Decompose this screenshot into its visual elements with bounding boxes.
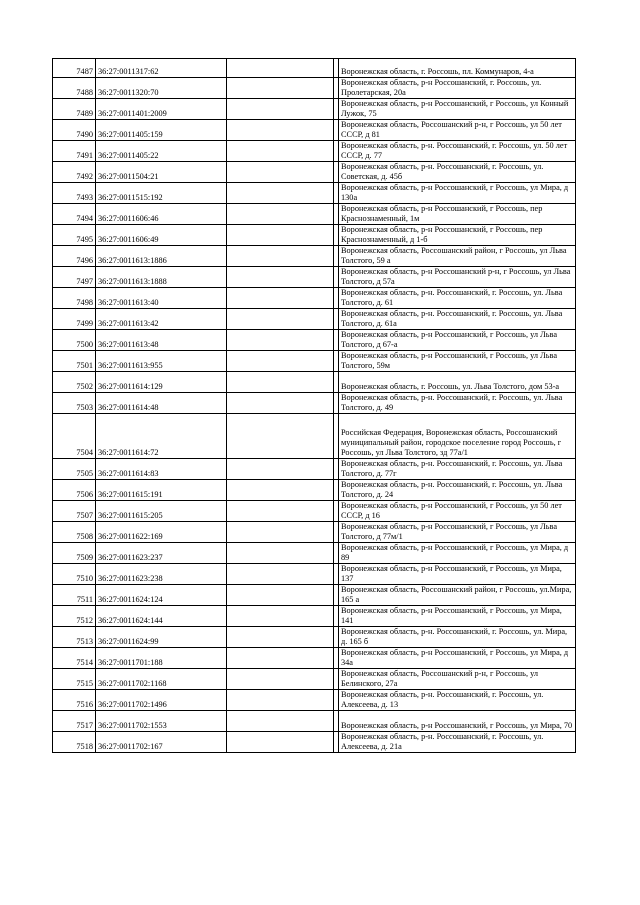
cadastral-number: 36:27:0011613:1888 xyxy=(96,267,227,288)
address-cell: Воронежская область, р-н. Россошанский, г. Россошь, ул. Алексеева, д. 21а xyxy=(339,732,576,753)
address-cell: Воронежская область, р-н Россошанский, г Россошь, ул Мира, 137 xyxy=(339,564,576,585)
cadastral-number: 36:27:0011624:124 xyxy=(96,585,227,606)
table-row xyxy=(53,711,576,732)
row-number: 7500 xyxy=(53,330,96,351)
row-number: 7506 xyxy=(53,480,96,501)
address-cell: Воронежская область, р-н Россошанский, г Россошь, ул Мира, д 34а xyxy=(339,648,576,669)
empty-cell xyxy=(227,627,334,648)
empty-cell xyxy=(227,78,334,99)
row-number: 7502 xyxy=(53,372,96,393)
address-cell: Воронежская область, р-н. Россошанский, г. Россошь, ул. Льва Толстого, д. 49 xyxy=(339,393,576,414)
cadastral-table xyxy=(52,58,576,753)
cadastral-number: 36:27:0011622:169 xyxy=(96,522,227,543)
table-row xyxy=(53,393,576,414)
row-number: 7516 xyxy=(53,690,96,711)
row-number: 7504 xyxy=(53,414,96,459)
cadastral-number: 36:27:0011624:144 xyxy=(96,606,227,627)
address-cell: Воронежская область, г. Россошь, ул. Льва Толстого, дом 53-а xyxy=(339,372,576,393)
empty-cell xyxy=(227,162,334,183)
address-cell: Воронежская область, Россошанский р-н, г Россошь, ул Белинского, 27а xyxy=(339,669,576,690)
cadastral-number: 36:27:0011701:188 xyxy=(96,648,227,669)
table-row xyxy=(53,183,576,204)
empty-cell xyxy=(227,690,334,711)
table-row xyxy=(53,564,576,585)
empty-cell xyxy=(227,543,334,564)
cadastral-number: 36:27:0011317:62 xyxy=(96,59,227,78)
table-row xyxy=(53,372,576,393)
empty-cell xyxy=(227,393,334,414)
empty-cell xyxy=(227,648,334,669)
row-number: 7495 xyxy=(53,225,96,246)
empty-cell xyxy=(227,225,334,246)
table-row xyxy=(53,288,576,309)
address-cell: Воронежская область, р-н Россошанский, г Россошь, ул Льва Толстого, д 67-а xyxy=(339,330,576,351)
row-number: 7490 xyxy=(53,120,96,141)
row-number: 7509 xyxy=(53,543,96,564)
empty-cell xyxy=(227,372,334,393)
cadastral-number: 36:27:0011702:1496 xyxy=(96,690,227,711)
table-row xyxy=(53,480,576,501)
row-number: 7515 xyxy=(53,669,96,690)
cadastral-number: 36:27:0011320:70 xyxy=(96,78,227,99)
empty-cell xyxy=(227,267,334,288)
cadastral-number: 36:27:0011515:192 xyxy=(96,183,227,204)
empty-cell xyxy=(227,501,334,522)
row-number: 7487 xyxy=(53,59,96,78)
address-cell: Воронежская область, р-н Россошанский, г. Россошь, ул. Пролетарская, 20а xyxy=(339,78,576,99)
address-cell: Воронежская область, р-н. Россошанский, г. Россошь, ул. Мира, д. 165 б xyxy=(339,627,576,648)
table-row xyxy=(53,459,576,480)
address-cell: Российская Федерация, Воронежская область, Россошанский муниципальный район, городское поселение город Россошь, г Россошь, ул Льва Толстого, зд 77а/1 xyxy=(339,414,576,459)
address-cell: Воронежская область, р-н Россошанский, г Россошь, ул Конный Лужок, 75 xyxy=(339,99,576,120)
row-number: 7510 xyxy=(53,564,96,585)
table-row xyxy=(53,162,576,183)
empty-cell xyxy=(227,585,334,606)
table-row xyxy=(53,522,576,543)
empty-cell xyxy=(227,141,334,162)
row-number: 7503 xyxy=(53,393,96,414)
cadastral-number: 36:27:0011615:191 xyxy=(96,480,227,501)
table-row xyxy=(53,225,576,246)
address-cell: Воронежская область, р-н. Россошанский, г. Россошь, ул. Льва Толстого, д. 77г xyxy=(339,459,576,480)
cadastral-number: 36:27:0011623:238 xyxy=(96,564,227,585)
table-row xyxy=(53,78,576,99)
empty-cell xyxy=(227,606,334,627)
cadastral-number: 36:27:0011702:1168 xyxy=(96,669,227,690)
cadastral-number: 36:27:0011613:955 xyxy=(96,351,227,372)
address-cell: Воронежская область, р-н. Россошанский, г. Россошь, ул. Льва Толстого, д. 61а xyxy=(339,309,576,330)
cadastral-number: 36:27:0011613:1886 xyxy=(96,246,227,267)
empty-cell xyxy=(227,99,334,120)
address-cell: Воронежская область, р-н Россошанский, г Россошь, ул Льва Толстого, 59м xyxy=(339,351,576,372)
address-cell: Воронежская область, р-н Россошанский, г Россошь, ул Мира, д 130а xyxy=(339,183,576,204)
empty-cell xyxy=(227,414,334,459)
empty-cell xyxy=(227,459,334,480)
cadastral-number: 36:27:0011613:40 xyxy=(96,288,227,309)
row-number: 7496 xyxy=(53,246,96,267)
cadastral-number: 36:27:0011606:49 xyxy=(96,225,227,246)
address-cell: Воронежская область, р-н. Россошанский, г. Россошь, ул. Льва Толстого, д. 61 xyxy=(339,288,576,309)
empty-cell xyxy=(227,120,334,141)
row-number: 7501 xyxy=(53,351,96,372)
row-number: 7491 xyxy=(53,141,96,162)
empty-cell xyxy=(227,732,334,753)
row-number: 7518 xyxy=(53,732,96,753)
row-number: 7513 xyxy=(53,627,96,648)
table-row xyxy=(53,204,576,225)
row-number: 7492 xyxy=(53,162,96,183)
address-cell: Воронежская область, Россошанский район, г Россошь, ул Льва Толстого, 59 а xyxy=(339,246,576,267)
empty-cell xyxy=(227,309,334,330)
empty-cell xyxy=(227,351,334,372)
row-number: 7494 xyxy=(53,204,96,225)
empty-cell xyxy=(227,246,334,267)
row-number: 7507 xyxy=(53,501,96,522)
cadastral-number: 36:27:0011614:83 xyxy=(96,459,227,480)
address-cell: Воронежская область, г. Россошь, пл. Коммунаров, 4-а xyxy=(339,59,576,78)
row-number: 7511 xyxy=(53,585,96,606)
address-cell: Воронежская область, р-н Россошанский, г Россошь, пер Краснознаменный, д 1-б xyxy=(339,225,576,246)
cadastral-number: 36:27:0011614:72 xyxy=(96,414,227,459)
table-row xyxy=(53,543,576,564)
table-row xyxy=(53,606,576,627)
table-row xyxy=(53,414,576,459)
empty-cell xyxy=(227,522,334,543)
address-cell: Воронежская область, р-н Россошанский, г Россошь, ул Мира, д 89 xyxy=(339,543,576,564)
table-row xyxy=(53,690,576,711)
empty-cell xyxy=(227,183,334,204)
row-number: 7505 xyxy=(53,459,96,480)
table-row xyxy=(53,141,576,162)
empty-cell xyxy=(227,330,334,351)
cadastral-number: 36:27:0011613:42 xyxy=(96,309,227,330)
table-row xyxy=(53,309,576,330)
table-row xyxy=(53,585,576,606)
table-row xyxy=(53,99,576,120)
address-cell: Воронежская область, р-н. Россошанский, г. Россошь, ул. 50 лет СССР, д. 77 xyxy=(339,141,576,162)
cadastral-number: 36:27:0011623:237 xyxy=(96,543,227,564)
row-number: 7499 xyxy=(53,309,96,330)
cadastral-number: 36:27:0011702:1553 xyxy=(96,711,227,732)
cadastral-number: 36:27:0011405:22 xyxy=(96,141,227,162)
cadastral-number: 36:27:0011614:48 xyxy=(96,393,227,414)
cadastral-number: 36:27:0011504:21 xyxy=(96,162,227,183)
empty-cell xyxy=(227,564,334,585)
empty-cell xyxy=(227,288,334,309)
cadastral-number: 36:27:0011702:167 xyxy=(96,732,227,753)
table-row xyxy=(53,120,576,141)
cadastral-number: 36:27:0011613:48 xyxy=(96,330,227,351)
table-body xyxy=(53,59,576,753)
row-number: 7493 xyxy=(53,183,96,204)
empty-cell xyxy=(227,59,334,78)
address-cell: Воронежская область, р-н Россошанский, г Россошь, ул 50 лет СССР, д 16 xyxy=(339,501,576,522)
cadastral-number: 36:27:0011405:159 xyxy=(96,120,227,141)
row-number: 7508 xyxy=(53,522,96,543)
address-cell: Воронежская область, р-н. Россошанский, г. Россошь, ул. Алексеева, д. 13 xyxy=(339,690,576,711)
row-number: 7497 xyxy=(53,267,96,288)
row-number: 7512 xyxy=(53,606,96,627)
address-cell: Воронежская область, р-н Россошанский, г Россошь, ул Мира, 141 xyxy=(339,606,576,627)
address-cell: Воронежская область, р-н. Россошанский, г. Россошь, ул. Льва Толстого, д. 24 xyxy=(339,480,576,501)
table-row xyxy=(53,732,576,753)
table-row xyxy=(53,627,576,648)
row-number: 7488 xyxy=(53,78,96,99)
address-cell: Воронежская область, Россошанский район, г Россошь, ул.Мира, 165 а xyxy=(339,585,576,606)
row-number: 7517 xyxy=(53,711,96,732)
empty-cell xyxy=(227,204,334,225)
address-cell: Воронежская область, р-н Россошанский, г Россошь, пер Краснознаменный, 1м xyxy=(339,204,576,225)
row-number: 7489 xyxy=(53,99,96,120)
cadastral-number: 36:27:0011615:205 xyxy=(96,501,227,522)
cadastral-number: 36:27:0011401:2009 xyxy=(96,99,227,120)
table-row xyxy=(53,669,576,690)
table-row xyxy=(53,648,576,669)
row-number: 7498 xyxy=(53,288,96,309)
table-row xyxy=(53,351,576,372)
table-row xyxy=(53,59,576,78)
table-row xyxy=(53,267,576,288)
row-number: 7514 xyxy=(53,648,96,669)
empty-cell xyxy=(227,480,334,501)
empty-cell xyxy=(227,669,334,690)
cadastral-number: 36:27:0011614:129 xyxy=(96,372,227,393)
address-cell: Воронежская область, р-н Россошанский р-н, г Россошь, ул Льва Толстого, д 57а xyxy=(339,267,576,288)
empty-cell xyxy=(227,711,334,732)
address-cell: Воронежская область, р-н. Россошанский, г. Россошь, ул. Советская, д. 45б xyxy=(339,162,576,183)
table-row xyxy=(53,246,576,267)
cadastral-number: 36:27:0011624:99 xyxy=(96,627,227,648)
address-cell: Воронежская область, р-н Россошанский, г Россошь, ул Мира, 70 xyxy=(339,711,576,732)
register-sheet xyxy=(52,58,576,753)
address-cell: Воронежская область, р-н Россошанский, г Россошь, ул Льва Толстого, д 77м/1 xyxy=(339,522,576,543)
address-cell: Воронежская область, Россошанский р-н, г Россошь, ул 50 лет СССР, д 81 xyxy=(339,120,576,141)
table-row xyxy=(53,330,576,351)
table-row xyxy=(53,501,576,522)
cadastral-number: 36:27:0011606:46 xyxy=(96,204,227,225)
